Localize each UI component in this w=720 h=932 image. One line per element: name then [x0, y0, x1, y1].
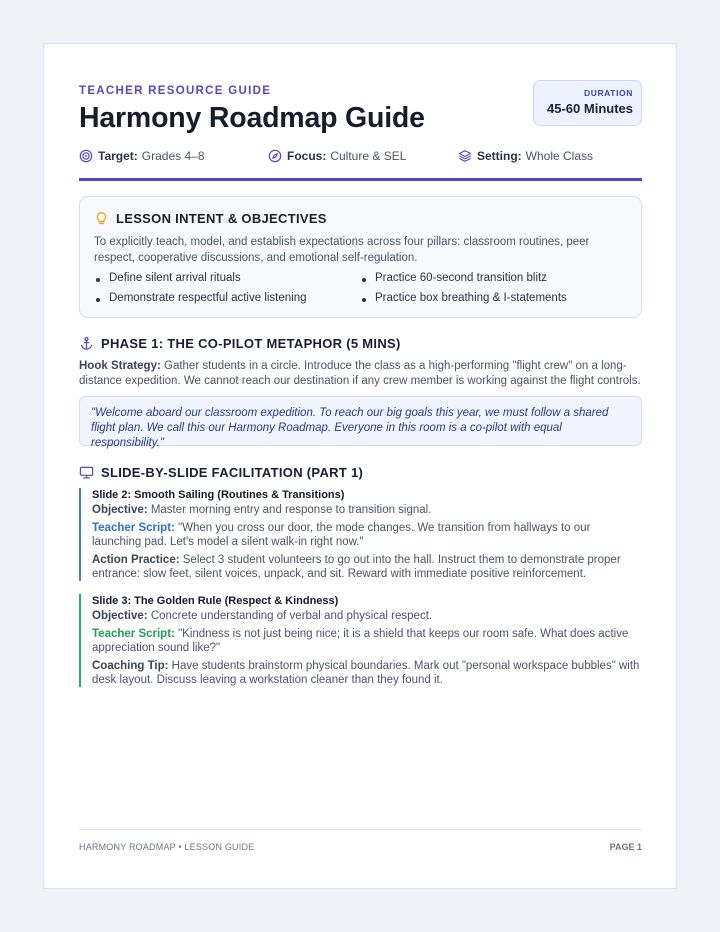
- action-text: Select 3 student volunteers to go out into the hall. Instruct them to demonstrate proper entrance: slow feet, silent voices, unpack, and sit. Reward with immediate positive reinforcement.: [92, 554, 621, 580]
- list-item: Demonstrate respectful active listening: [94, 292, 354, 304]
- hook-text: Gather students in a circle. Introduce the class as a high-performing "flight crew" on a long-distance expedition. We cannot reach our destination if any crew member is working against the flight controls.: [79, 360, 641, 387]
- objective-label: Objective:: [92, 610, 148, 622]
- slide-title: Slide 3: The Golden Rule (Respect & Kindness): [92, 595, 339, 607]
- lightbulb-icon: [94, 211, 109, 226]
- meta-target: [79, 149, 205, 163]
- phase1-heading-row: [79, 336, 401, 351]
- list-item: Define silent arrival rituals: [94, 272, 354, 284]
- duration-label: DURATION: [583, 88, 633, 98]
- slide-card-3: [79, 594, 642, 687]
- footer-divider: [79, 829, 642, 830]
- script-label: Teacher Script:: [92, 522, 175, 534]
- document-page: [43, 43, 677, 889]
- script-label: Teacher Script:: [92, 628, 175, 640]
- meta-setting: [458, 149, 593, 163]
- action-label: Action Practice:: [92, 554, 180, 566]
- slide-action: [92, 553, 642, 581]
- list-item: Practice box breathing & I-statements: [360, 292, 620, 304]
- facilitation-heading: SLIDE-BY-SLIDE FACILITATION (PART 1): [101, 465, 364, 480]
- compass-icon: [268, 149, 282, 163]
- meta-setting-value: Whole Class: [525, 149, 594, 163]
- page-title: Harmony Roadmap Guide: [79, 102, 425, 134]
- hook-strategy: [79, 359, 642, 389]
- anchor-icon: [79, 336, 94, 351]
- duration-value: 45-60 Minutes: [547, 101, 633, 116]
- meta-row: [79, 149, 642, 165]
- hook-label: Hook Strategy:: [79, 360, 161, 372]
- slide-coaching: [92, 659, 642, 687]
- header-divider: [79, 178, 642, 181]
- objective-text: Master morning entry and response to transition signal.: [150, 504, 432, 516]
- slide-script: [92, 521, 642, 549]
- slide-objective: [92, 503, 642, 517]
- welcome-quote: "Welcome aboard our classroom expedition. To reach our big goals this year, we must follow a shared flight plan. We call this our Harmony Roadmap. Everyone in this room is a co-pilot with equal responsibility.": [79, 396, 642, 446]
- meta-setting-label: Setting:: [477, 149, 522, 163]
- meta-focus: [268, 149, 406, 163]
- meta-target-label: Target:: [98, 149, 138, 163]
- intent-heading: LESSON INTENT & OBJECTIVES: [116, 211, 327, 226]
- list-item: Practice 60-second transition blitz: [360, 272, 620, 284]
- slide-script: [92, 627, 642, 655]
- meta-focus-value: Culture & SEL: [330, 149, 407, 163]
- eyebrow-label: TEACHER RESOURCE GUIDE: [79, 85, 272, 97]
- monitor-icon: [79, 465, 94, 480]
- slide-title: Slide 2: Smooth Sailing (Routines & Transitions): [92, 489, 345, 501]
- objectives-list: [94, 272, 627, 312]
- script-text: "When you cross our door, the mode changes. We transition from hallways to our launching pad. Let's model a silent walk-in right now.": [92, 522, 591, 548]
- meta-focus-label: Focus:: [287, 149, 327, 163]
- intent-body: To explicitly teach, model, and establish expectations across four pillars: classroom routines, peer respect, cooperative discussions, and emotional self-regulation.: [94, 236, 590, 264]
- footer-title: HARMONY ROADMAP • LESSON GUIDE: [79, 842, 255, 852]
- phase1-heading: PHASE 1: THE CO-PILOT METAPHOR (5 MINS): [101, 336, 401, 351]
- intent-heading-row: [94, 211, 627, 226]
- objective-text: Concrete understanding of verbal and physical respect.: [150, 610, 433, 622]
- facilitation-heading-row: [79, 465, 363, 480]
- page-number: PAGE 1: [609, 842, 642, 852]
- duration-badge: [533, 80, 642, 126]
- target-icon: [79, 149, 93, 163]
- layers-icon: [458, 149, 472, 163]
- coaching-label: Coaching Tip:: [92, 660, 169, 672]
- coaching-text: Have students brainstorm physical boundaries. Mark out "personal workspace bubbles" with desk layout. Discuss leaving a workstation cleaner than they found it.: [92, 660, 640, 686]
- script-text: "Kindness is not just being nice; it is a shield that keeps our room safe. What does active appreciation sound like?": [92, 628, 629, 654]
- lesson-intent-card: [79, 196, 642, 318]
- slide-objective: [92, 609, 642, 623]
- slide-card-2: [79, 488, 642, 581]
- meta-target-value: Grades 4–8: [141, 149, 205, 163]
- objective-label: Objective:: [92, 504, 148, 516]
